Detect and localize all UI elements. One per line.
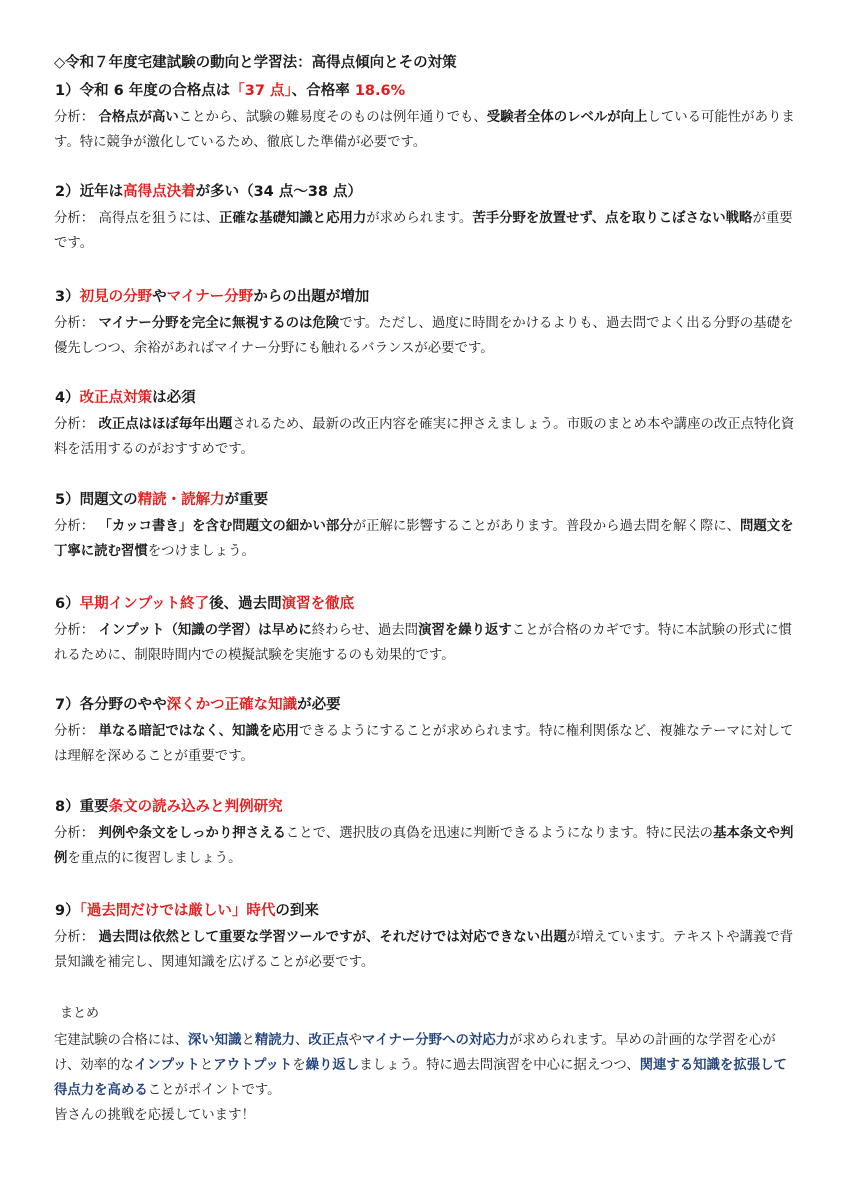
summary-emphasis: 関連する知識を拡張して得点力を高める bbox=[54, 1058, 787, 1098]
analysis-prefix: 分析： bbox=[54, 724, 95, 739]
analysis-paragraph bbox=[54, 618, 798, 668]
heading-text: が多い（34 点～38 点） bbox=[195, 184, 363, 200]
analysis-emphasis: 演習を繰り返す bbox=[418, 623, 512, 638]
summary-paragraph bbox=[54, 1028, 798, 1128]
analysis-prefix: 分析： bbox=[54, 316, 95, 331]
heading-text: 令和 6 年度の合格点は bbox=[79, 83, 231, 99]
section-number: 2） bbox=[55, 184, 80, 200]
section-number: 6） bbox=[55, 596, 80, 612]
analysis-emphasis: 単なる暗記ではなく、知識を応用 bbox=[98, 724, 300, 739]
analysis-emphasis: 改正点はほぼ毎年出題 bbox=[98, 417, 233, 432]
analysis-emphasis: 苦手分野を放置せず、点を取りこぼさない戦略 bbox=[472, 211, 753, 226]
section-number: 5） bbox=[55, 492, 80, 508]
section-heading bbox=[54, 796, 798, 818]
heading-highlight: 18.6% bbox=[354, 83, 406, 99]
section-9 bbox=[54, 900, 798, 975]
section-heading bbox=[54, 694, 798, 716]
analysis-emphasis: 判例や条文をしっかり押さえる bbox=[98, 826, 286, 841]
analysis-text: が正解に影響することがあります。普段から過去問を解く際に、 bbox=[352, 519, 740, 534]
section-heading bbox=[54, 900, 798, 922]
section-heading bbox=[54, 80, 798, 102]
summary-emphasis: 深い知識 bbox=[187, 1033, 242, 1048]
section-number: 7） bbox=[55, 697, 80, 713]
section-5 bbox=[54, 489, 798, 564]
analysis-text: をつけましょう。 bbox=[147, 544, 255, 559]
analysis-paragraph bbox=[54, 925, 798, 975]
analysis-emphasis: マイナー分野を完全に無視するのは危険 bbox=[98, 316, 340, 331]
analysis-prefix: 分析： bbox=[54, 826, 95, 841]
analysis-text: です。ただし、過度に時間をかけるよりも、過去問でよく出る分野の基礎を優先しつつ、余裕があればマイナー分野にも触れるバランスが必要です。 bbox=[54, 316, 794, 356]
heading-highlight: 早期インプット終了 bbox=[79, 596, 210, 612]
analysis-text: できるようにすることが求められます。特に権利関係など、複雑なテーマに対しては理解を深めることが重要です。 bbox=[54, 724, 794, 764]
heading-text: 後、過去問 bbox=[209, 596, 282, 612]
summary-text: や bbox=[348, 1033, 362, 1048]
analysis-prefix: 分析： bbox=[54, 519, 95, 534]
analysis-emphasis: 受験者全体のレベルが向上 bbox=[486, 110, 648, 125]
analysis-text: が求められます。 bbox=[366, 211, 473, 226]
summary-text: ましょう。特に過去問演習を中心に据えつつ、 bbox=[359, 1058, 640, 1073]
analysis-emphasis: 過去問は依然として重要な学習ツールですが、それだけでは対応できない出題 bbox=[98, 930, 567, 945]
analysis-emphasis: 問題文を丁寧に読む習慣 bbox=[54, 519, 794, 559]
heading-text: の到来 bbox=[275, 903, 319, 919]
heading-text: からの出題が増加 bbox=[253, 289, 370, 305]
heading-highlight: 「37 点」 bbox=[230, 83, 292, 99]
analysis-text: している可能性があります。特に競争が激化しているため、徹底した準備が必要です。 bbox=[54, 110, 795, 150]
analysis-emphasis: 正確な基礎知識と応用力 bbox=[218, 211, 367, 226]
heading-text: や bbox=[152, 289, 167, 305]
section-heading bbox=[54, 286, 798, 308]
document-title: ◇令和７年度宅建試験の動向と学習法：高得点傾向とその対策 bbox=[54, 55, 457, 71]
section-4 bbox=[54, 387, 798, 462]
summary-text: ことがポイントです。 bbox=[147, 1083, 281, 1098]
heading-text: が重要 bbox=[224, 492, 269, 508]
heading-text: が必要 bbox=[297, 697, 341, 713]
summary-emphasis: アウトプット bbox=[213, 1058, 293, 1073]
analysis-prefix: 分析： bbox=[54, 211, 95, 226]
summary-text: を bbox=[292, 1058, 306, 1073]
analysis-text: が重要です。 bbox=[54, 211, 793, 251]
analysis-text: を重点的に復習しましょう。 bbox=[67, 851, 242, 866]
analysis-text: されるため、最新の改正内容を確実に押さえましょう。市販のまとめ本や講座の改正点特化資料を活用するのがおすすめです。 bbox=[54, 417, 795, 457]
heading-highlight: 精読・読解力 bbox=[137, 492, 225, 508]
analysis-paragraph bbox=[54, 821, 798, 871]
section-7 bbox=[54, 694, 798, 769]
analysis-prefix: 分析： bbox=[54, 930, 95, 945]
analysis-paragraph bbox=[54, 719, 798, 769]
section-number: 8） bbox=[55, 799, 80, 815]
analysis-paragraph bbox=[54, 206, 798, 256]
section-2 bbox=[54, 181, 798, 256]
analysis-paragraph bbox=[54, 105, 798, 155]
heading-text: 近年は bbox=[79, 184, 124, 200]
analysis-text: 終わらせ、過去問 bbox=[311, 623, 419, 638]
section-1 bbox=[54, 80, 798, 155]
heading-text: 重要 bbox=[79, 799, 109, 815]
analysis-paragraph bbox=[54, 412, 798, 462]
section-number: 3） bbox=[55, 289, 80, 305]
summary-emphasis: 改正点 bbox=[308, 1033, 349, 1048]
analysis-text: 高得点を狙うには、 bbox=[98, 211, 219, 226]
heading-highlight: 高得点決着 bbox=[123, 184, 196, 200]
summary-text: 、 bbox=[295, 1033, 309, 1048]
analysis-emphasis: 「カッコ書き」を含む問題文の細かい部分 bbox=[98, 519, 353, 534]
closing-message: 皆さんの挑戦を応援しています！ bbox=[54, 1108, 255, 1123]
summary-emphasis: マイナー分野への対応力 bbox=[361, 1033, 510, 1048]
analysis-text: ことから、試験の難易度そのものは例年通りでも、 bbox=[178, 110, 487, 125]
section-heading bbox=[54, 387, 798, 409]
heading-highlight: 改正点対策 bbox=[79, 390, 153, 406]
analysis-emphasis: インプット（知識の学習）は早めに bbox=[98, 623, 312, 638]
heading-highlight: 初見の分野 bbox=[79, 289, 153, 305]
analysis-emphasis: 合格点が高い bbox=[98, 110, 179, 125]
analysis-prefix: 分析： bbox=[54, 110, 95, 125]
section-number: 1） bbox=[55, 83, 80, 99]
summary-text: と bbox=[241, 1033, 255, 1048]
analysis-text: が増えています。テキストや講義で背景知識を補完し、関連知識を広げることが必要です。 bbox=[54, 930, 794, 970]
analysis-paragraph bbox=[54, 311, 798, 361]
heading-text: 各分野のやや bbox=[79, 697, 167, 713]
summary-emphasis: 繰り返し bbox=[305, 1058, 360, 1073]
heading-highlight: 深くかつ正確な知識 bbox=[166, 697, 298, 713]
heading-text: は必須 bbox=[152, 390, 196, 406]
section-heading bbox=[54, 181, 798, 203]
heading-highlight: マイナー分野 bbox=[166, 289, 254, 305]
section-heading bbox=[54, 489, 798, 511]
summary-text: 宅建試験の合格には、 bbox=[54, 1033, 188, 1048]
heading-highlight: 「過去問だけでは厳しい」時代 bbox=[79, 903, 276, 919]
section-3 bbox=[54, 286, 798, 361]
summary-label: まとめ bbox=[60, 1006, 100, 1021]
heading-text: 問題文の bbox=[79, 492, 138, 508]
analysis-paragraph bbox=[54, 514, 798, 564]
analysis-prefix: 分析： bbox=[54, 417, 95, 432]
section-6 bbox=[54, 593, 798, 668]
summary-text: が求められます。早めの計画的な学習を心がけ、効率的な bbox=[54, 1033, 776, 1073]
analysis-prefix: 分析： bbox=[54, 623, 95, 638]
summary-emphasis: インプット bbox=[133, 1058, 200, 1073]
section-number: 9） bbox=[55, 903, 80, 919]
section-number: 4） bbox=[55, 390, 80, 406]
summary-body bbox=[54, 1028, 798, 1103]
section-heading bbox=[54, 593, 798, 615]
section-8 bbox=[54, 796, 798, 871]
heading-text: 、合格率 bbox=[291, 83, 355, 99]
heading-highlight: 条文の読み込みと判例研究 bbox=[108, 799, 283, 815]
analysis-text: ことで、選択肢の真偽を迅速に判断できるようになります。特に民法の bbox=[285, 826, 714, 841]
analysis-emphasis: 基本条文や判例 bbox=[54, 826, 794, 866]
summary-emphasis: 精読力 bbox=[254, 1033, 296, 1048]
analysis-text: ことが合格のカギです。特に本試験の形式に慣れるために、制限時間内での模擬試験を実施するのも効果的です。 bbox=[54, 623, 792, 663]
heading-highlight: 演習を徹底 bbox=[281, 596, 355, 612]
summary-text: と bbox=[199, 1058, 214, 1073]
